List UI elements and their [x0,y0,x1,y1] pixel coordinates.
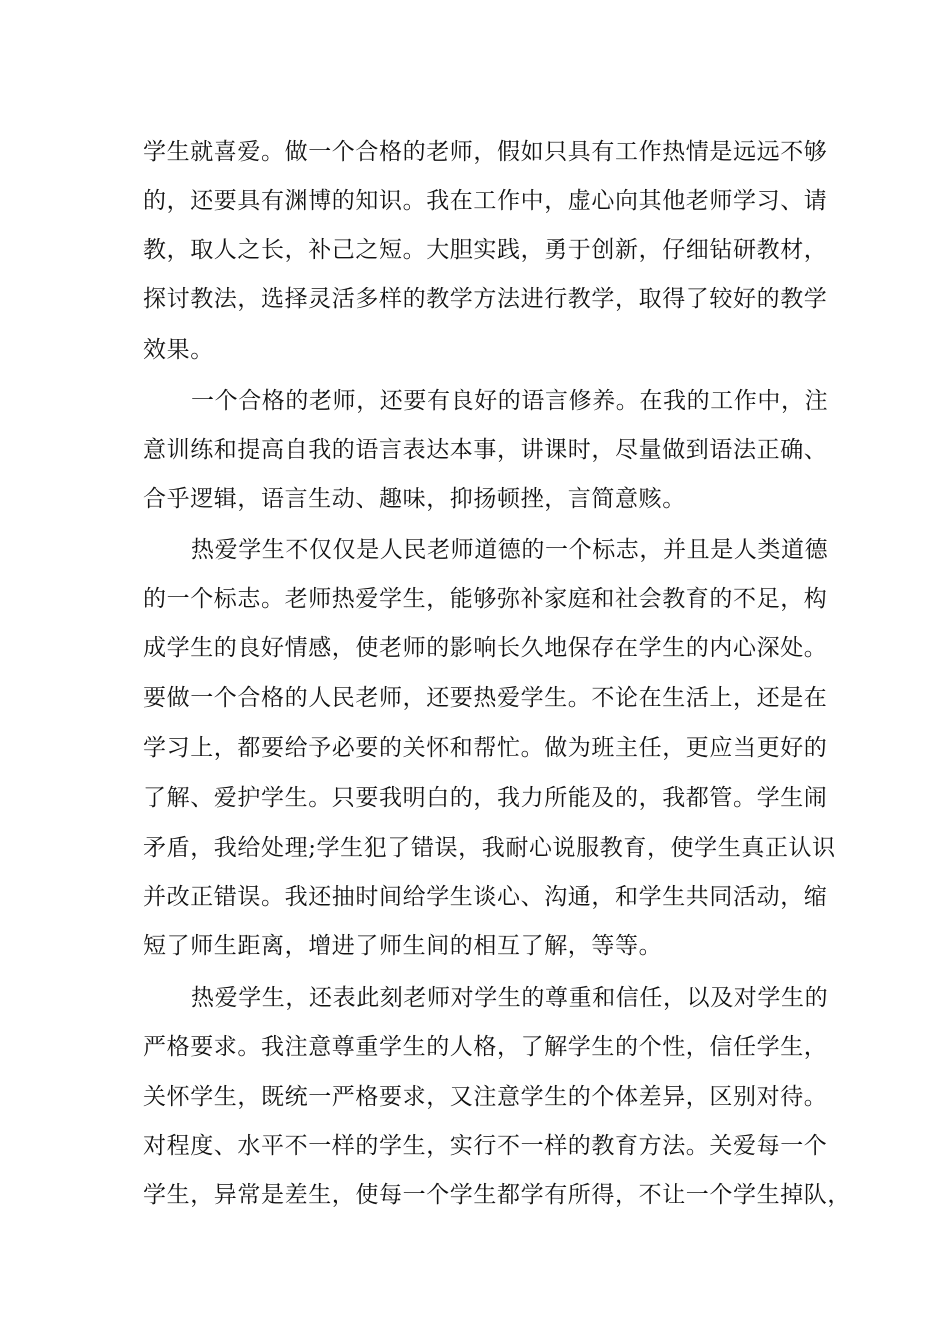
text-line: 的，还要具有渊博的知识。我在工作中，虚心向其他老师学习、请 [143,188,828,214]
text-line: 严格要求。我注意尊重学生的人格，了解学生的个性，信任学生， [143,1034,828,1060]
paragraph-first-line: 热爱学生，还表此刻老师对学生的尊重和信任，以及对学生的 [191,985,829,1011]
text-line: 合乎逻辑，语言生动、趣味，抑扬顿挫，言简意赅。 [143,486,686,512]
text-line: 矛盾，我给处理;学生犯了错误，我耐心说服教育，使学生真正认识 [143,835,836,861]
text-line: 关怀学生，既统一严格要求，又注意学生的个体差异，区别对待。 [143,1084,828,1110]
text-line: 要做一个合格的人民老师，还要热爱学生。不论在生活上，还是在 [143,685,828,711]
text-line: 成学生的良好情感，使老师的影响长久地保存在学生的内心深处。 [143,635,828,661]
text-line: 效果。 [143,337,214,363]
text-line: 的一个标志。老师热爱学生，能够弥补家庭和社会教育的不足，构 [143,586,828,612]
text-line: 教，取人之长，补己之短。大胆实践，勇于创新，仔细钻研教材， [143,237,828,263]
text-line: 并改正错误。我还抽时间给学生谈心、沟通，和学生共同活动，缩 [143,884,828,910]
paragraph-first-line: 一个合格的老师，还要有良好的语言修养。在我的工作中，注 [191,388,829,414]
text-line: 学习上，都要给予必要的关怀和帮忙。做为班主任，更应当更好的 [143,735,828,761]
text-line: 短了师生距离，增进了师生间的相互了解，等等。 [143,933,663,959]
text-line: 学生就喜爱。做一个合格的老师，假如只具有工作热情是远远不够 [143,139,828,165]
text-line: 探讨教法，选择灵活多样的教学方法进行教学，取得了较好的教学 [143,286,828,312]
text-line: 学生，异常是差生，使每一个学生都学有所得，不让一个学生掉队， [143,1182,851,1208]
text-line: 意训练和提高自我的语言表达本事，讲课时，尽量做到语法正确、 [143,437,828,463]
text-line: 了解、爱护学生。只要我明白的，我力所能及的，我都管。学生闹 [143,785,828,811]
text-line: 对程度、水平不一样的学生，实行不一样的教育方法。关爱每一个 [143,1133,828,1159]
paragraph-first-line: 热爱学生不仅仅是人民老师道德的一个标志，并且是人类道德 [191,537,829,563]
